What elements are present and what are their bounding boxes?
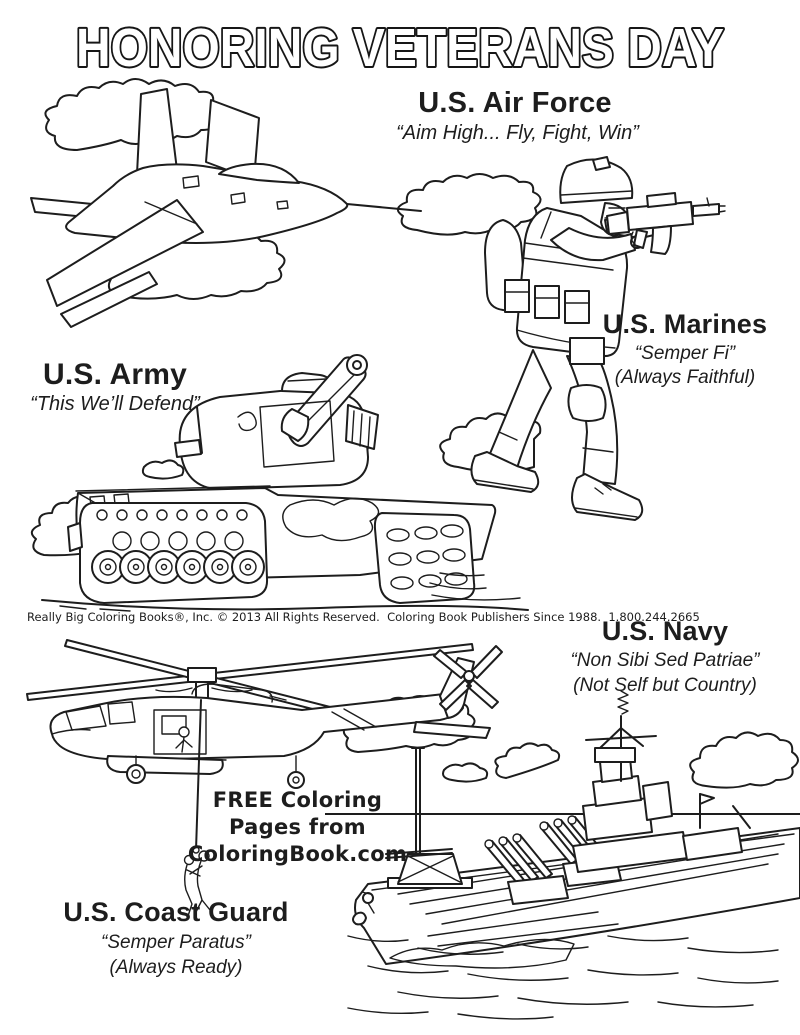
- coast-guard-helicopter-drawing: [12, 632, 522, 922]
- marines-motto: “Semper Fi”: [634, 343, 736, 364]
- navy-motto: “Non Sibi Sed Patriae”: [570, 650, 760, 671]
- clouds-behind-ship: [495, 732, 798, 787]
- copyright-line: Really Big Coloring Books®, Inc. © 2013 All Rights Reserved. Coloring Book Publishers Since 1988. 1.800.244.2665: [27, 610, 700, 624]
- marines-motto-translation: (Always Faithful): [614, 367, 756, 388]
- promo-line-3: ColoringBook.com: [187, 842, 408, 866]
- marines-heading: U.S. Marines: [602, 309, 768, 339]
- coast-guard-motto-translation: (Always Ready): [109, 957, 243, 978]
- page-title-text: HONORING VETERANS DAY: [76, 18, 724, 78]
- army-motto: “This We’ll Defend”: [30, 393, 200, 415]
- helicopter: [27, 640, 502, 788]
- page-title: [50, 14, 750, 82]
- navy-motto-translation: (Not Self but Country): [573, 675, 757, 696]
- promo-text: [180, 787, 415, 868]
- coast-guard-motto: “Semper Paratus”: [101, 932, 251, 953]
- air-force-motto: “Aim High... Fly, Fight, Win”: [396, 122, 639, 144]
- promo-line-1: FREE Coloring: [212, 788, 383, 812]
- navy-heading: U.S. Navy: [601, 616, 729, 646]
- air-force-heading: U.S. Air Force: [418, 87, 612, 119]
- army-heading: U.S. Army: [42, 358, 188, 391]
- promo-line-2: Pages from: [229, 815, 366, 839]
- coast-guard-heading: U.S. Coast Guard: [63, 897, 289, 927]
